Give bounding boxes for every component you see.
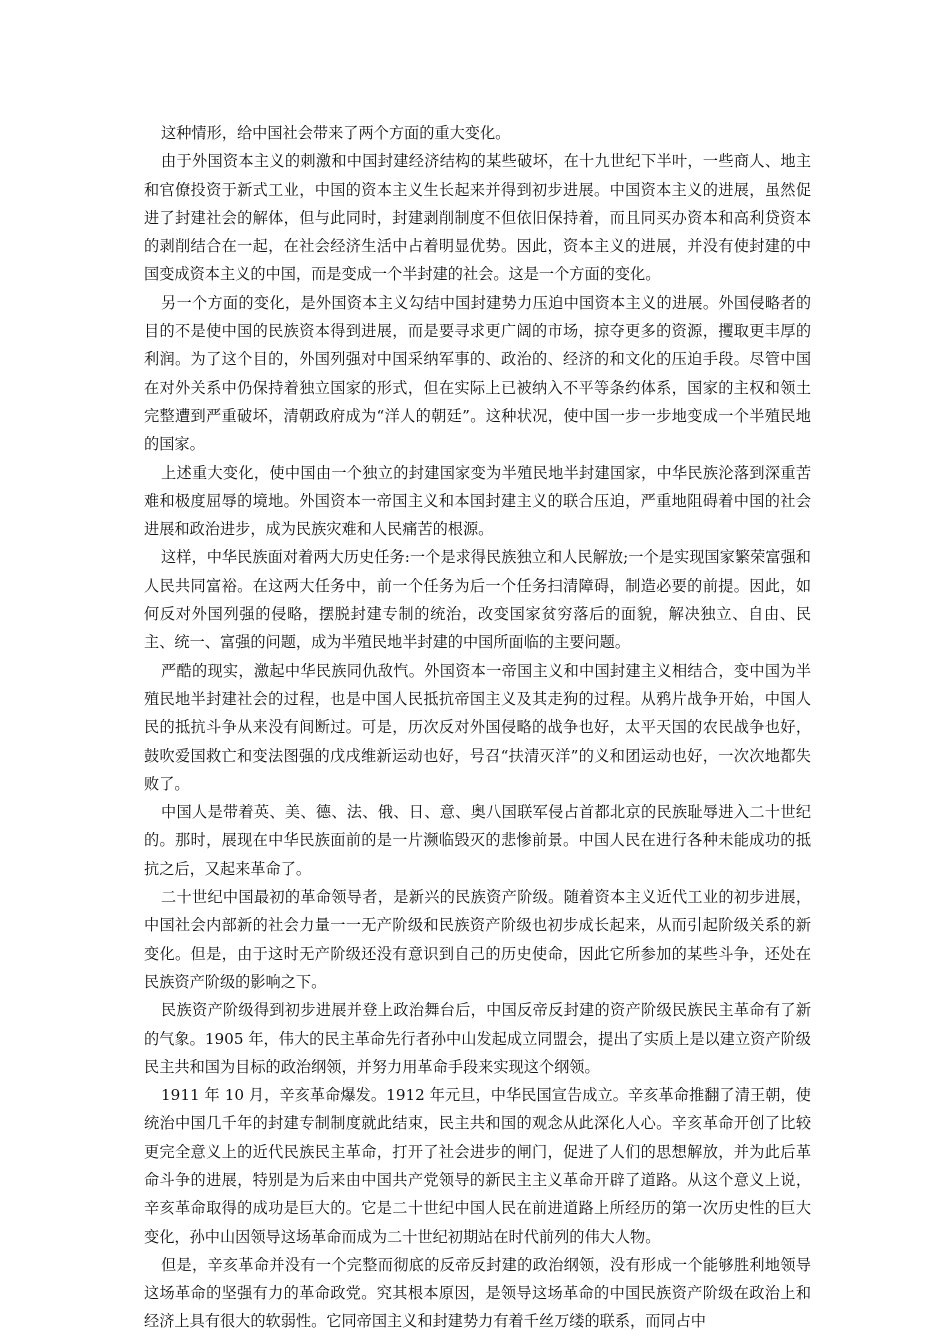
document-body (144, 119, 811, 1336)
paragraph: 这样，中华民族面对着两大历史任务:一个是求得民族独立和人民解放;一个是实现国家繁荣富强和人民共同富裕。在这两大任务中，前一个任务为后一个任务扫清障碍，制造必要的前提。因此，如何反对外国列强的侵略，摆脱封建专制的统治，改变国家贫穷落后的面貌，解决独立、自由、民主、统一、富强的问题，成为半殖民地半封建的中国所面临的主要问题。 (144, 548, 811, 652)
paragraph: 另一个方面的变化，是外国资本主义勾结中国封建势力压迫中国资本主义的进展。外国侵略者的目的不是使中国的民族资本得到进展，而是要寻求更广阔的市场，掠夺更多的资源，攫取更丰厚的利润。为了这个目的，外国列强对中国采纳军事的、政治的、经济的和文化的压迫手段。尽管中国在对外关系中仍保持着独立国家的形式，但在实际上已被纳入不平等条约体系，国家的主权和领土完整遭到严重破坏，清朝政府成为“洋人的朝廷”。这种状况，使中国一步一步地变成一个半殖民地的国家。 (144, 293, 811, 454)
paragraph: 严酷的现实，激起中华民族同仇敌忾。外国资本一帝国主义和中国封建主义相结合，变中国为半殖民地半封建社会的过程，也是中国人民抵抗帝国主义及其走狗的过程。从鸦片战争开始，中国人民的抵抗斗争从来没有间断过。可是，历次反对外国侵略的战争也好，太平天国的农民战争也好，鼓吹爱国救亡和变法图强的戊戌维新运动也好，号召“扶清灭洋”的义和团运动也好，一次次地都失败了。 (144, 661, 811, 793)
paragraph: 但是，辛亥革命并没有一个完整而彻底的反帝反封建的政治纲领，没有形成一个能够胜利地领导这场革命的坚强有力的革命政党。究其根本原因，是领导这场革命的中国民族资产阶级在政治上和经济上具有很大的软弱性。它同帝国主义和封建势力有着千丝万缕的联系，而同占中 (144, 1255, 811, 1331)
paragraph: 二十世纪中国最初的革命领导者，是新兴的民族资产阶级。随着资本主义近代工业的初步进展，中国社会内部新的社会力量一一无产阶级和民族资产阶级也初步成长起来，从而引起阶级关系的新变化。但是，由于这时无产阶级还没有意识到自己的历史使命，因此它所参加的某些斗争，还处在民族资产阶级的影响之下。 (144, 888, 811, 991)
paragraph: 1911 年 10 月，辛亥革命爆发。1912 年元旦，中华民国宣告成立。辛亥革命推翻了清王朝，使统治中国几千年的封建专制制度就此结束，民主共和国的观念从此深化人心。辛亥革命开创了比较更完全意义上的近代民族民主革命，打开了社会进步的闸门，促进了人们的思想解放，并为此后革命斗争的进展，特别是为后来由中国共产党领导的新民主主义革命开辟了道路。从这个意义上说，辛亥革命取得的成功是巨大的。它是二十世纪中国人民在前进道路上所经历的第一次历史性的巨大变化，孙中山因领导这场革命而成为二十世纪初期站在时代前列的伟大人物。 (144, 1086, 811, 1246)
paragraph: 民族资产阶级得到初步进展并登上政治舞台后，中国反帝反封建的资产阶级民族民主革命有了新的气象。1905 年，伟大的民主革命先行者孙中山发起成立同盟会，提出了实质上是以建立资产阶级民主共和国为目标的政治纲领，并努力用革命手段来实现这个纲领。 (144, 1001, 811, 1076)
paragraph: 由于外国资本主义的刺激和中国封建经济结构的某些破坏，在十九世纪下半叶，一些商人、地主和官僚投资于新式工业，中国的资本主义生长起来并得到初步进展。中国资本主义的进展，虽然促进了封建社会的解体，但与此同时，封建剥削制度不但依旧保持着，而且同买办资本和高利贷资本的剥削结合在一起，在社会经济生活中占着明显优势。因此，资本主义的进展，并没有使封建的中国变成资本主义的中国，而是变成一个半封建的社会。这是一个方面的变化。 (144, 152, 811, 284)
paragraph: 中国人是带着英、美、德、法、俄、日、意、奥八国联军侵占首都北京的民族耻辱进入二十世纪的。那时，展现在中华民族面前的是一片濒临毁灭的悲惨前景。中国人民在进行各种未能成功的抵抗之后，又起来革命了。 (144, 803, 811, 878)
paragraph: 上述重大变化，使中国由一个独立的封建国家变为半殖民地半封建国家，中华民族沦落到深重苦难和极度屈辱的境地。外国资本一帝国主义和本国封建主义的联合压迫，严重地阻碍着中国的社会进展和政治进步，成为民族灾难和人民痛苦的根源。 (144, 463, 811, 539)
paragraph: 这种情形，给中国社会带来了两个方面的重大变化。 (161, 124, 511, 142)
